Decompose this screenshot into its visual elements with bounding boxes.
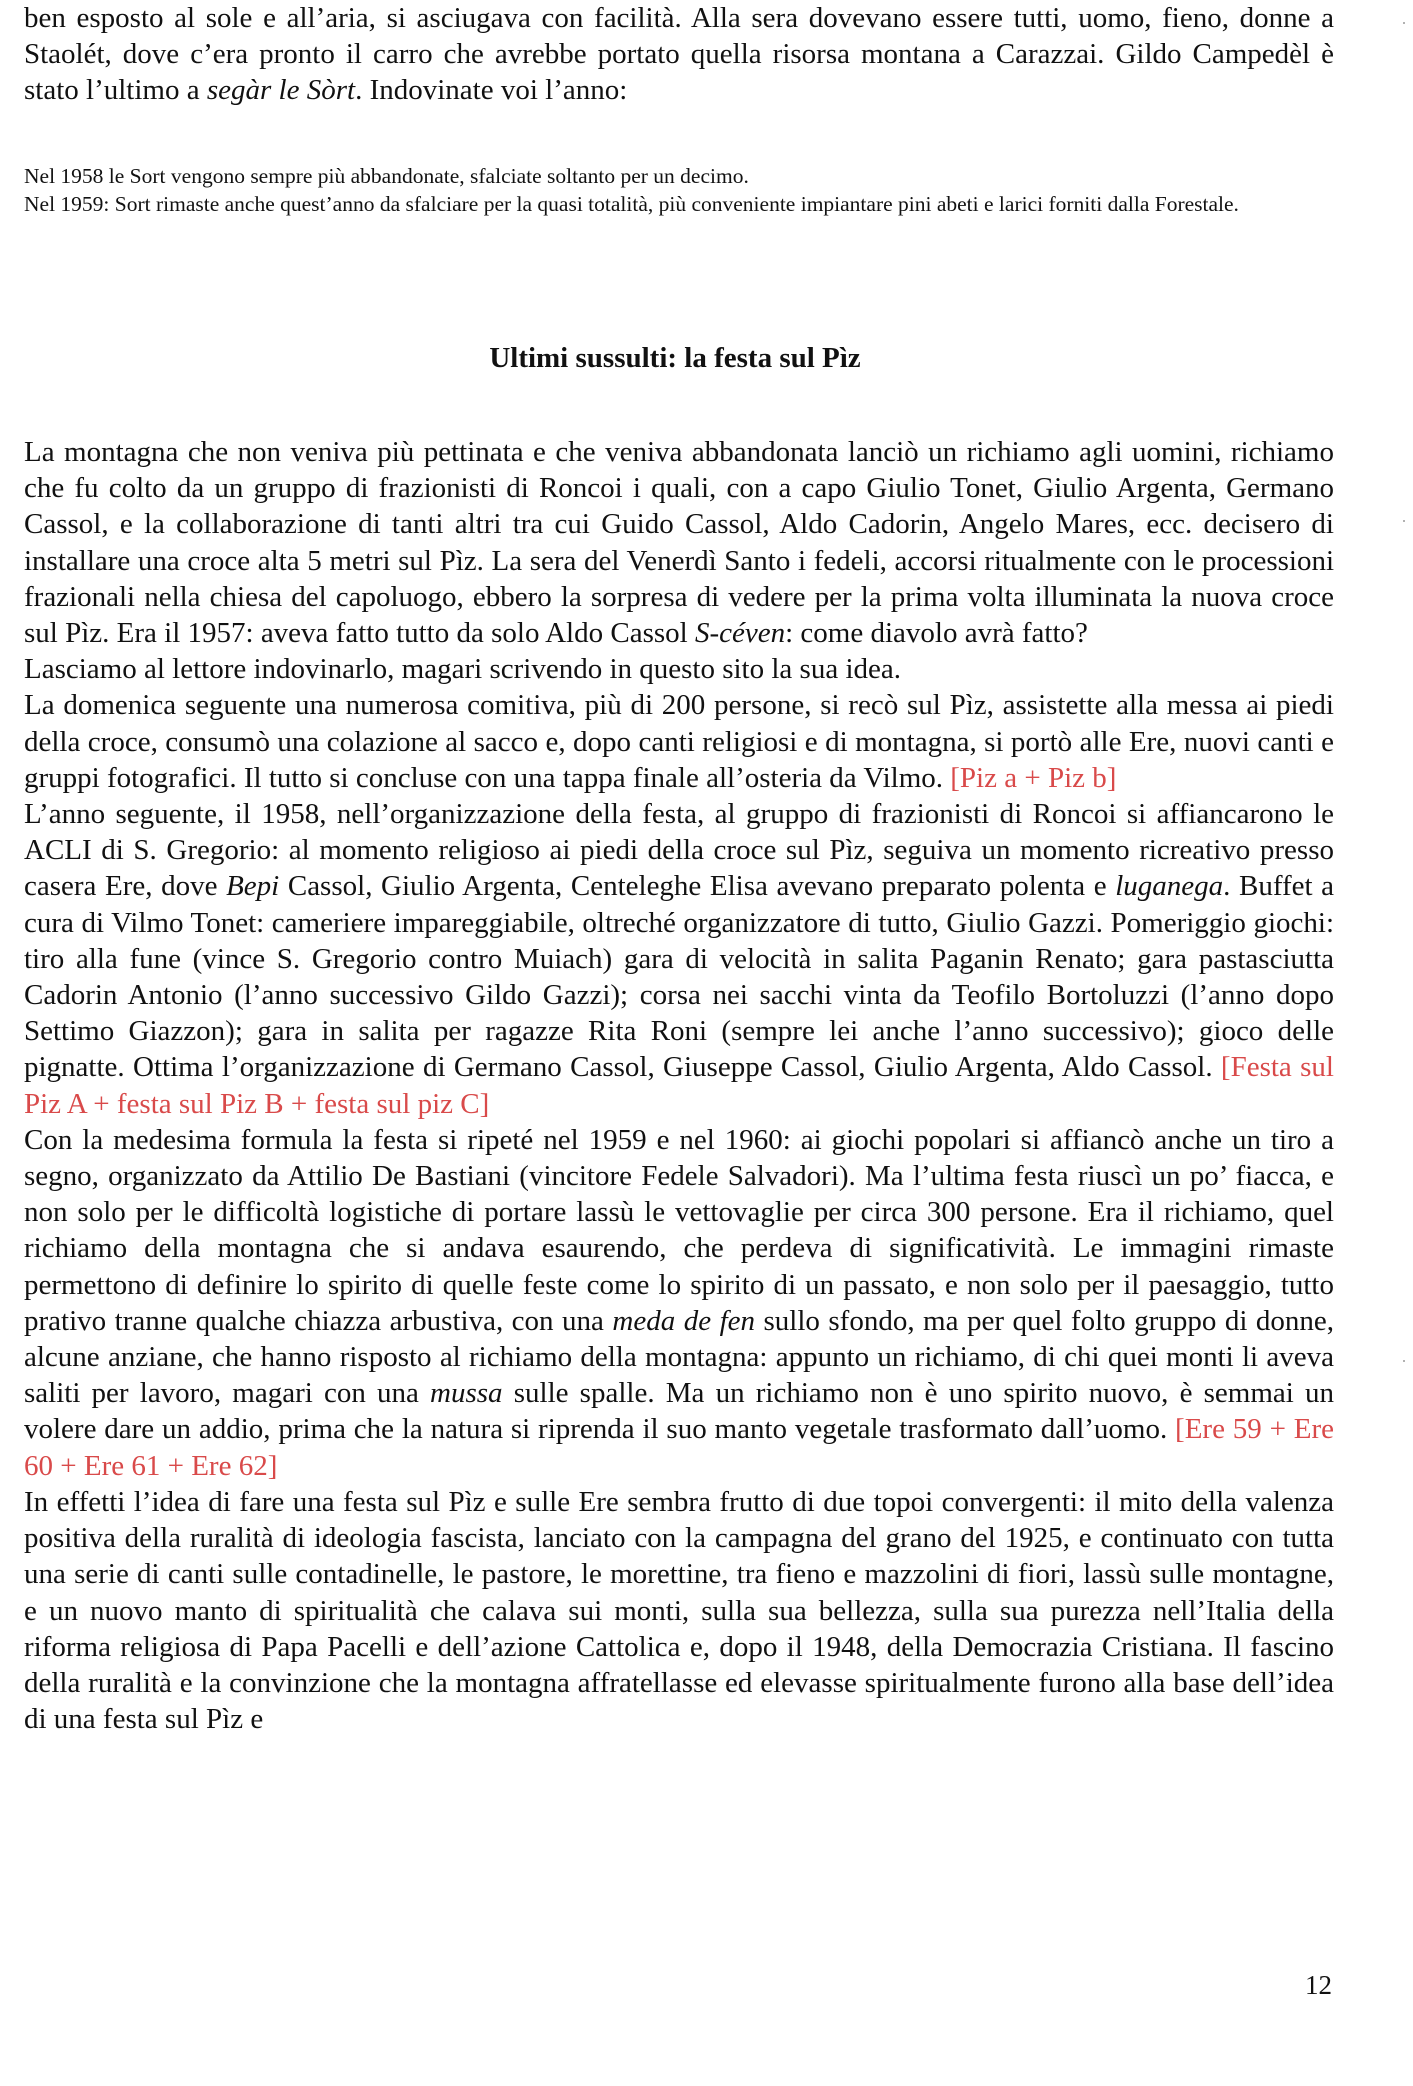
paragraph-topoi: [24, 1484, 1334, 1737]
text-run: ben esposto al sole e all’aria, si asciugava con facilità. Alla sera dovevano essere tutti, uomo, fieno, donne a Staolét, dove c’era pronto il carro che avrebbe portato quella risorsa montana a Carazzai. Gildo Campedèl è stato l’ultimo a: [24, 2, 1334, 107]
text-run: La montagna che non veniva più pettinata e che veniva abbandonata lanciò un richiamo agli uomini, richiamo che fu colto da un gruppo di frazionisti di Roncoi i quali, con a capo Giulio Tonet, Giulio Argenta, Germano Cassol, e la collaborazione di tanti altri tra cui Guido Cassol, Aldo Cadorin, Angelo Mares, ecc. decisero di installare una croce alta 5 metri sul Pìz. La sera del Venerdì Santo i fedeli, accorsi ritualmente con le processioni frazionali nella chiesa del capoluogo, ebbero la sorpresa di vedere per la prima volta illuminata la nuova croce sul Pìz. Era il 1957: aveva fatto tutto da solo Aldo Cassol: [24, 436, 1334, 650]
text-run: La domenica seguente una numerosa comitiva, più di 200 persone, si recò sul Pìz, assistette alla messa ai piedi della croce, consumò una colazione al sacco e, dopo canti religiosi e di montagna, si portò alle Ere, nuovi canti e gruppi fotografici. Il tutto si concluse con una tappa finale all’osteria da Vilmo.: [24, 689, 1334, 794]
italic-term: mussa: [430, 1377, 503, 1410]
photo-reference: [Ere 59 + Ere 60 + Ere 61 + Ere 62]: [24, 1413, 1335, 1482]
intro-text: [24, 0, 1334, 109]
note-1958: Nel 1958 le Sort vengono sempre più abbandonate, sfalciate soltanto per un decimo.: [24, 164, 749, 188]
italic-term: segàr le Sòrt: [206, 74, 356, 107]
photo-reference: [Festa sul Piz A + festa sul Piz B + festa sul piz C]: [24, 1051, 1334, 1120]
italic-term: Bepi: [226, 870, 280, 903]
text-run: Con la medesima formula la festa si ripeté nel 1959 e nel 1960: ai giochi popolari si affiancò anche un tiro a segno, organizzato da Attilio De Bastiani (vincitore Fedele Salvadori). Ma l’ultima festa riuscì un po’ fiacca, e non solo per le difficoltà logistiche di portare lassù le vettovaglie per circa 300 persone. Era il richiamo, quel richiamo della montagna che si andava esaurendo, che perdeva di significatività. Le immagini rimaste permettono di definire lo spirito di quelle feste come lo spirito di un passato, e non solo per il paesaggio, tutto prativo tranne qualche chiazza arbustiva, con una: [24, 1123, 1334, 1337]
section-title: Ultimi sussulti: la festa sul Pìz: [489, 342, 861, 374]
text-run: Cassol, Giulio Argenta, Centeleghe Elisa avevano preparato polenta e: [279, 870, 1116, 903]
text-run: Lasciamo al lettore indovinarlo, magari scrivendo in questo sito la sua idea.: [24, 653, 901, 686]
paragraph-domenica: [24, 687, 1334, 796]
text-run: : come diavolo avrà fatto?: [785, 617, 1088, 650]
text-run: . Indovinate voi l’anno:: [355, 74, 628, 107]
paragraph-croce: [24, 434, 1334, 651]
paragraph-1958: [24, 796, 1334, 1122]
paragraph-lettore: [24, 651, 1334, 687]
text-run: . Buffet a cura di Vilmo Tonet: cameriere impareggiabile, oltreché organizzatore di tutto, Giulio Gazzi. Pomeriggio giochi: tiro alla fune (vince S. Gregorio contro Muiach) gara di velocità in salita Paganin Renato; gara pastasciutta Cadorin Antonio (l’anno successivo Gildo Gazzi); corsa nei sacchi vinta da Teofilo Bortoluzzi (l’anno dopo Settimo Giazzon); gara in salita per ragazze Rita Roni (sempre lei anche l’anno successivo); gioco delle pignatte. Ottima l’organizzazione di Germano Cassol, Giuseppe Cassol, Giulio Argenta, Aldo Cassol.: [24, 870, 1335, 1084]
notes-block: [24, 162, 1324, 218]
text-run: L’anno seguente, il 1958, nell’organizzazione della festa, al gruppo di frazionisti di Roncoi si affiancarono le ACLI di S. Gregorio: al momento religioso ai piedi della croce sul Pìz, seguiva un momento ricreativo presso casera Ere, dove: [24, 798, 1334, 903]
text-run: In effetti l’idea di fare una festa sul Pìz e sulle Ere sembra frutto di due topoi convergenti: il mito della valenza positiva della ruralità di ideologia fascista, lanciato con la campagna del grano del 1925, e continuato con tutta una serie di canti sulle contadinelle, le pastore, le morettine, tra fieno e mazzolini di fiori, lassù sulle montagne, e un nuovo manto di spiritualità che calava sui monti, sulla sua bellezza, sulla sua purezza nell’Italia della riforma religiosa di Papa Pacelli e dell’azione Cattolica e, dopo il 1948, della Democrazia Cristiana. Il fascino della ruralità e la convinzione che la montagna affratellasse ed elevasse spiritualmente furono alla base dell’idea di una festa sul Pìz e: [24, 1485, 1334, 1736]
italic-term: S-céven: [694, 617, 786, 650]
page-number: 12: [1305, 1970, 1332, 2000]
italic-term: luganega: [1115, 870, 1224, 903]
intro-paragraph: [24, 0, 1334, 109]
italic-term: meda de fen: [612, 1304, 755, 1337]
text-run: sulle spalle. Ma un richiamo non è uno spirito nuovo, è semmai un volere dare un addio, prima che la natura si riprenda il suo manto vegetale trasformato dall’uomo.: [24, 1377, 1334, 1446]
main-body: [24, 434, 1334, 1737]
paragraph-1959-1960: [24, 1122, 1334, 1484]
note-1959: Nel 1959: Sort rimaste anche quest’anno da sfalciare per la quasi totalità, più conveniente impiantare pini abeti e larici forniti dalla Forestale.: [24, 192, 1239, 216]
margin-speck: [1403, 520, 1405, 522]
photo-reference: [Piz a + Piz b]: [950, 761, 1117, 794]
margin-speck: [1403, 1360, 1405, 1362]
margin-speck: [1403, 22, 1405, 24]
text-run: sullo sfondo, ma per quel folto gruppo di donne, alcune anziane, che hanno risposto al richiamo della montagna: appunto un richiamo, di chi quei monti li aveva saliti per lavoro, magari con una: [24, 1304, 1334, 1410]
